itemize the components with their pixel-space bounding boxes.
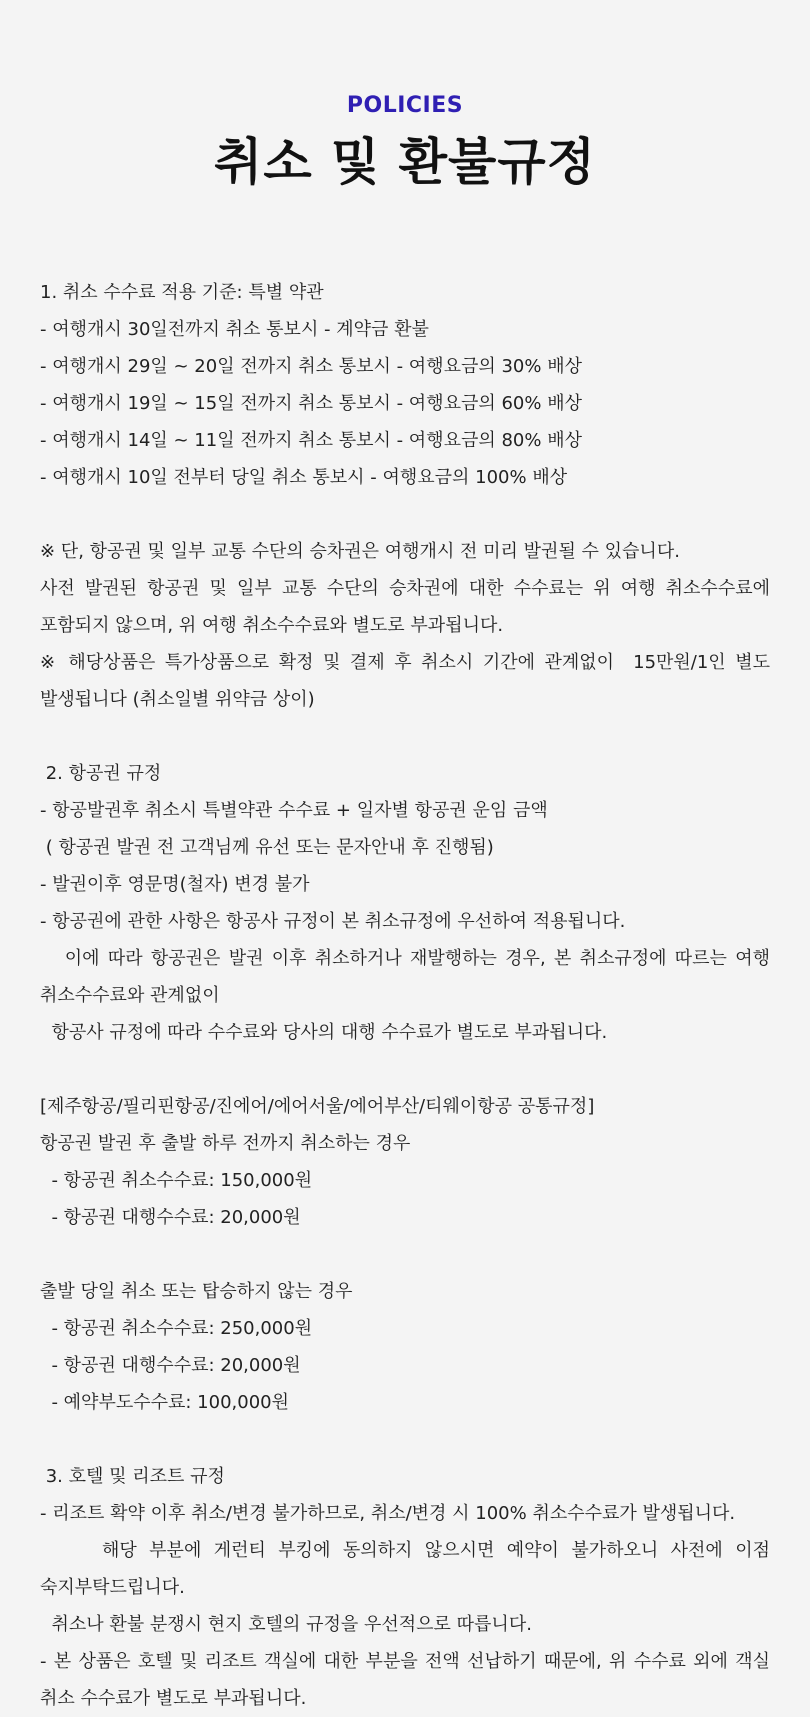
policy-line: 해당 부분에 게런티 부킹에 동의하지 않으시면 예약이 불가하오니 사전에 이점 bbox=[40, 1540, 770, 1561]
policy-line: - 리조트 확약 이후 취소/변경 불가하므로, 취소/변경 시 100% 취소수수료가 발생됩니다. bbox=[40, 1503, 736, 1524]
policy-line: 항공권 발권 후 출발 하루 전까지 취소하는 경우 bbox=[40, 1133, 411, 1154]
policy-line: - 본 상품은 호텔 및 리조트 객실에 대한 부분을 전액 선납하기 때문에, 위 수수료 외에 객실 bbox=[40, 1651, 770, 1672]
section-eyebrow: POLICIES bbox=[346, 93, 464, 118]
policy-line: - 발권이후 영문명(철자) 변경 불가 bbox=[40, 874, 310, 895]
blank-line bbox=[40, 1051, 770, 1088]
policy-line: - 여행개시 10일 전부터 당일 취소 통보시 - 여행요금의 100% 배상 bbox=[40, 467, 568, 488]
blank-line bbox=[40, 718, 770, 755]
policy-line: 포함되지 않으며, 위 여행 취소수수료와 별도로 부과됩니다. bbox=[40, 615, 504, 636]
policy-line: - 여행개시 29일 ~ 20일 전까지 취소 통보시 - 여행요금의 30% 배상 bbox=[40, 356, 582, 377]
policy-line: 이에 따라 항공권은 발권 이후 취소하거나 재발행하는 경우, 본 취소규정에 따르는 여행 bbox=[40, 948, 770, 969]
policy-line: - 항공권 취소수수료: 250,000원 bbox=[40, 1318, 313, 1339]
page-title: 취소 및 환불규정 bbox=[214, 133, 596, 191]
policy-line: 취소나 환불 분쟁시 현지 호텔의 규정을 우선적으로 따릅니다. bbox=[40, 1614, 532, 1635]
blank-line bbox=[40, 1421, 770, 1458]
policy-line: - 여행개시 14일 ~ 11일 전까지 취소 통보시 - 여행요금의 80% 배상 bbox=[40, 430, 582, 451]
policy-line: 발생됩니다 (취소일별 위약금 상이) bbox=[40, 689, 315, 710]
policy-line: ※ 단, 항공권 및 일부 교통 수단의 승차권은 여행개시 전 미리 발권될 수 있습니다. bbox=[40, 541, 680, 562]
policy-line: 3. 호텔 및 리조트 규정 bbox=[40, 1466, 225, 1487]
policy-line: 취소수수료와 관계없이 bbox=[40, 985, 220, 1006]
policy-line: ( 항공권 발권 전 고객님께 유선 또는 문자안내 후 진행됨) bbox=[40, 837, 494, 858]
policy-line: 취소 수수료가 별도로 부과됩니다. bbox=[40, 1688, 307, 1709]
policy-line: 1. 취소 수수료 적용 기준: 특별 약관 bbox=[40, 282, 324, 303]
policy-line: 항공사 규정에 따라 수수료와 당사의 대행 수수료가 별도로 부과됩니다. bbox=[40, 1022, 608, 1043]
policy-line: - 항공권 취소수수료: 150,000원 bbox=[40, 1170, 313, 1191]
policy-line: 숙지부탁드립니다. bbox=[40, 1577, 185, 1598]
policy-line: - 여행개시 19일 ~ 15일 전까지 취소 통보시 - 여행요금의 60% 배상 bbox=[40, 393, 582, 414]
policy-line: - 항공권에 관한 사항은 항공사 규정이 본 취소규정에 우선하여 적용됩니다. bbox=[40, 911, 626, 932]
policy-line: - 여행개시 30일전까지 취소 통보시 - 계약금 환불 bbox=[40, 319, 429, 340]
policy-body bbox=[40, 274, 770, 1717]
policy-line: [제주항공/필리핀항공/진에어/에어서울/에어부산/티웨이항공 공통규정] bbox=[40, 1096, 595, 1117]
policy-line: 2. 항공권 규정 bbox=[40, 763, 162, 784]
policy-line: - 항공권 대행수수료: 20,000원 bbox=[40, 1355, 301, 1376]
policy-line: 사전 발권된 항공권 및 일부 교통 수단의 승차권에 대한 수수료는 위 여행 취소수수료에 bbox=[40, 578, 770, 599]
blank-line bbox=[40, 1236, 770, 1273]
policy-line: - 항공권 대행수수료: 20,000원 bbox=[40, 1207, 301, 1228]
policy-line: ※ 해당상품은 특가상품으로 확정 및 결제 후 취소시 기간에 관계없이 15만원/1인 별도 bbox=[40, 652, 770, 673]
policy-line: - 예약부도수수료: 100,000원 bbox=[40, 1392, 289, 1413]
blank-line bbox=[40, 496, 770, 533]
policy-line: - 항공발권후 취소시 특별약관 수수료 + 일자별 항공권 운임 금액 bbox=[40, 800, 548, 821]
policy-line: 출발 당일 취소 또는 탑승하지 않는 경우 bbox=[40, 1281, 353, 1302]
